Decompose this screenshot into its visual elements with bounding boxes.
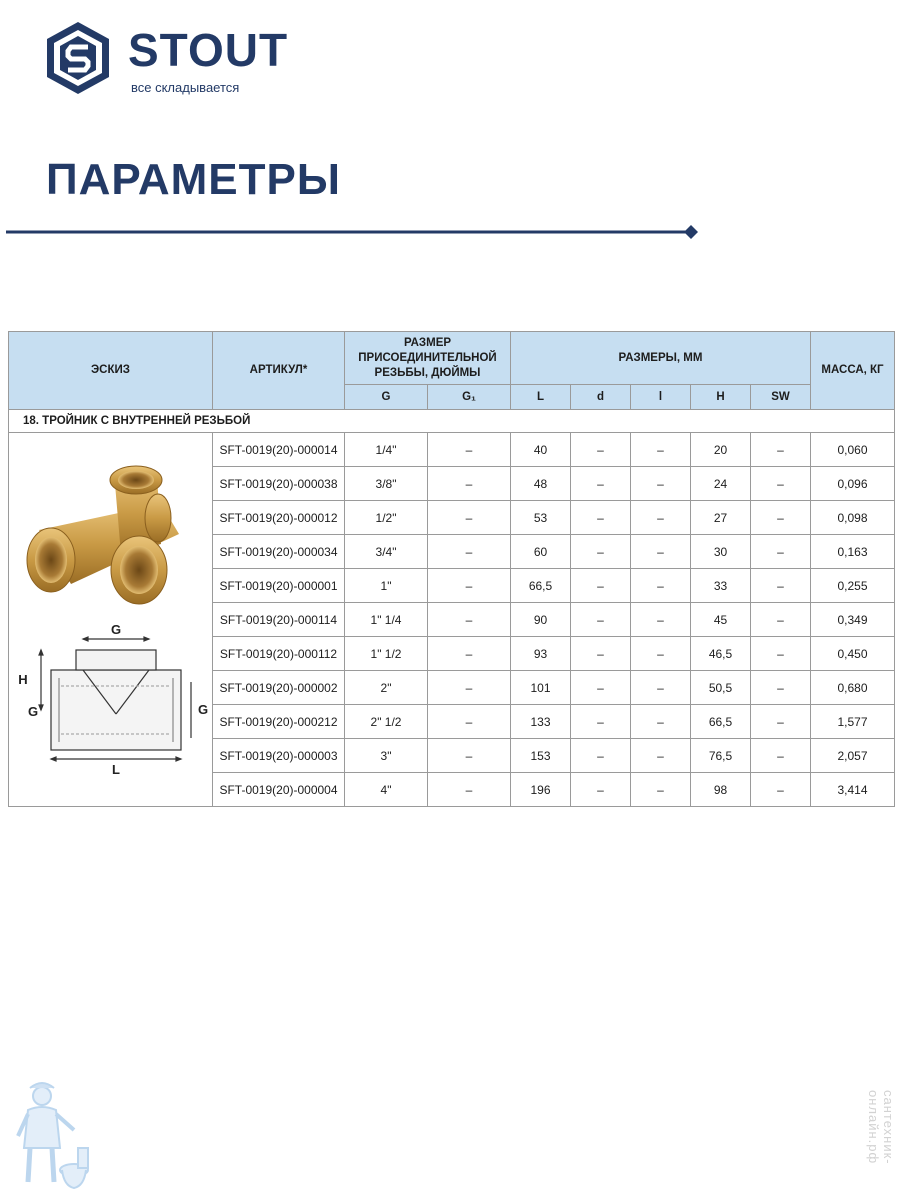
cell-g: 1/2" <box>345 501 428 535</box>
cell-h: 27 <box>691 501 751 535</box>
cell-d: – <box>571 433 631 467</box>
cell-mass: 0,255 <box>811 569 895 603</box>
cell-l-upper: 153 <box>511 739 571 773</box>
cell-mass: 0,349 <box>811 603 895 637</box>
stout-logo-icon <box>44 20 112 96</box>
cell-l-lower: – <box>631 433 691 467</box>
cell-article: SFT-0019(20)-000001 <box>213 569 345 603</box>
brand-tagline: все складывается <box>131 80 240 95</box>
cell-d: – <box>571 705 631 739</box>
cell-h: 66,5 <box>691 705 751 739</box>
cell-d: – <box>571 467 631 501</box>
page-title: ПАРАМЕТРЫ <box>46 155 341 204</box>
watermark-site: сантехник-онлайн.рф <box>866 1090 896 1165</box>
cell-l-upper: 196 <box>511 773 571 807</box>
header-mass: МАССА, КГ <box>811 332 895 410</box>
drawing-label-l: L <box>112 761 120 777</box>
cell-d: – <box>571 671 631 705</box>
cell-mass: 2,057 <box>811 739 895 773</box>
cell-l-upper: 53 <box>511 501 571 535</box>
cell-l-lower: – <box>631 637 691 671</box>
cell-sw: – <box>751 637 811 671</box>
cell-l-lower: – <box>631 773 691 807</box>
cell-g1: – <box>428 501 511 535</box>
cell-article: SFT-0019(20)-000038 <box>213 467 345 501</box>
cell-h: 33 <box>691 569 751 603</box>
cell-mass: 0,098 <box>811 501 895 535</box>
cell-g1: – <box>428 739 511 773</box>
cell-l-upper: 133 <box>511 705 571 739</box>
brand-logo <box>44 20 314 100</box>
cell-g: 4" <box>345 773 428 807</box>
cell-d: – <box>571 603 631 637</box>
cell-mass: 1,577 <box>811 705 895 739</box>
cell-d: – <box>571 569 631 603</box>
cell-article: SFT-0019(20)-000034 <box>213 535 345 569</box>
cell-mass: 0,163 <box>811 535 895 569</box>
cell-l-upper: 66,5 <box>511 569 571 603</box>
header-d: d <box>571 385 631 410</box>
cell-g: 1" <box>345 569 428 603</box>
header-g: G <box>345 385 428 410</box>
header-g1: G₁ <box>428 385 511 410</box>
cell-g1: – <box>428 603 511 637</box>
brand-name: STOUT <box>128 24 289 76</box>
cell-d: – <box>571 637 631 671</box>
cell-mass: 0,680 <box>811 671 895 705</box>
cell-h: 24 <box>691 467 751 501</box>
cell-h: 20 <box>691 433 751 467</box>
drawing-label-g-top: G <box>110 621 122 637</box>
cell-l-lower: – <box>631 467 691 501</box>
cell-mass: 0,096 <box>811 467 895 501</box>
spec-table <box>8 331 895 807</box>
cell-h: 76,5 <box>691 739 751 773</box>
cell-g: 3/4" <box>345 535 428 569</box>
cell-sw: – <box>751 535 811 569</box>
cell-g: 1" 1/4 <box>345 603 428 637</box>
cell-d: – <box>571 501 631 535</box>
cell-article: SFT-0019(20)-000002 <box>213 671 345 705</box>
cell-g: 3/8" <box>345 467 428 501</box>
cell-sw: – <box>751 433 811 467</box>
cell-h: 30 <box>691 535 751 569</box>
cell-l-lower: – <box>631 501 691 535</box>
cell-article: SFT-0019(20)-000014 <box>213 433 345 467</box>
cell-mass: 0,060 <box>811 433 895 467</box>
cell-g1: – <box>428 569 511 603</box>
cell-sw: – <box>751 671 811 705</box>
cell-l-upper: 90 <box>511 603 571 637</box>
cell-l-lower: – <box>631 671 691 705</box>
cell-l-upper: 40 <box>511 433 571 467</box>
cell-l-upper: 101 <box>511 671 571 705</box>
sketch-cell <box>9 433 213 807</box>
cell-sw: – <box>751 603 811 637</box>
cell-g1: – <box>428 433 511 467</box>
drawing-label-g-right: G <box>197 701 209 717</box>
cell-sw: – <box>751 501 811 535</box>
section-title: 18. ТРОЙНИК С ВНУТРЕННЕЙ РЕЗЬБОЙ <box>9 410 895 433</box>
cell-h: 46,5 <box>691 637 751 671</box>
cell-article: SFT-0019(20)-000012 <box>213 501 345 535</box>
cell-l-upper: 60 <box>511 535 571 569</box>
header-l-upper: L <box>511 385 571 410</box>
tee-schematic <box>39 637 191 761</box>
table-row <box>9 433 895 467</box>
cell-l-lower: – <box>631 569 691 603</box>
cell-g1: – <box>428 671 511 705</box>
cell-h: 50,5 <box>691 671 751 705</box>
title-divider <box>6 225 698 239</box>
header-l-lower: l <box>631 385 691 410</box>
cell-g: 1" 1/2 <box>345 637 428 671</box>
header-dimensions: РАЗМЕРЫ, ММ <box>511 332 811 385</box>
cell-article: SFT-0019(20)-000112 <box>213 637 345 671</box>
cell-l-lower: – <box>631 739 691 773</box>
cell-g: 2" <box>345 671 428 705</box>
cell-mass: 0,450 <box>811 637 895 671</box>
cell-g: 2" 1/2 <box>345 705 428 739</box>
cell-sw: – <box>751 739 811 773</box>
cell-article: SFT-0019(20)-000212 <box>213 705 345 739</box>
tee-fitting-photo <box>27 466 179 604</box>
cell-g: 3" <box>345 739 428 773</box>
drawing-label-g-left: G <box>27 703 39 719</box>
cell-sw: – <box>751 705 811 739</box>
cell-d: – <box>571 535 631 569</box>
cell-g1: – <box>428 637 511 671</box>
cell-g1: – <box>428 535 511 569</box>
cell-article: SFT-0019(20)-000004 <box>213 773 345 807</box>
cell-sw: – <box>751 467 811 501</box>
plumber-mascot-icon <box>12 1078 92 1194</box>
cell-g1: – <box>428 467 511 501</box>
cell-h: 98 <box>691 773 751 807</box>
cell-l-upper: 48 <box>511 467 571 501</box>
cell-h: 45 <box>691 603 751 637</box>
cell-g: 1/4" <box>345 433 428 467</box>
header-sketch: ЭСКИЗ <box>9 332 213 410</box>
tee-fitting-drawing <box>11 434 213 806</box>
header-thread-size: РАЗМЕР ПРИСОЕДИНИТЕЛЬНОЙ РЕЗЬБЫ, ДЮЙМЫ <box>345 332 511 385</box>
header-article: АРТИКУЛ* <box>213 332 345 410</box>
header-h: H <box>691 385 751 410</box>
cell-sw: – <box>751 569 811 603</box>
cell-d: – <box>571 739 631 773</box>
drawing-label-h: H <box>18 671 28 687</box>
cell-d: – <box>571 773 631 807</box>
cell-l-lower: – <box>631 705 691 739</box>
cell-article: SFT-0019(20)-000114 <box>213 603 345 637</box>
cell-l-upper: 93 <box>511 637 571 671</box>
cell-g1: – <box>428 773 511 807</box>
cell-l-lower: – <box>631 603 691 637</box>
cell-mass: 3,414 <box>811 773 895 807</box>
cell-sw: – <box>751 773 811 807</box>
cell-g1: – <box>428 705 511 739</box>
header-sw: SW <box>751 385 811 410</box>
cell-article: SFT-0019(20)-000003 <box>213 739 345 773</box>
cell-l-lower: – <box>631 535 691 569</box>
